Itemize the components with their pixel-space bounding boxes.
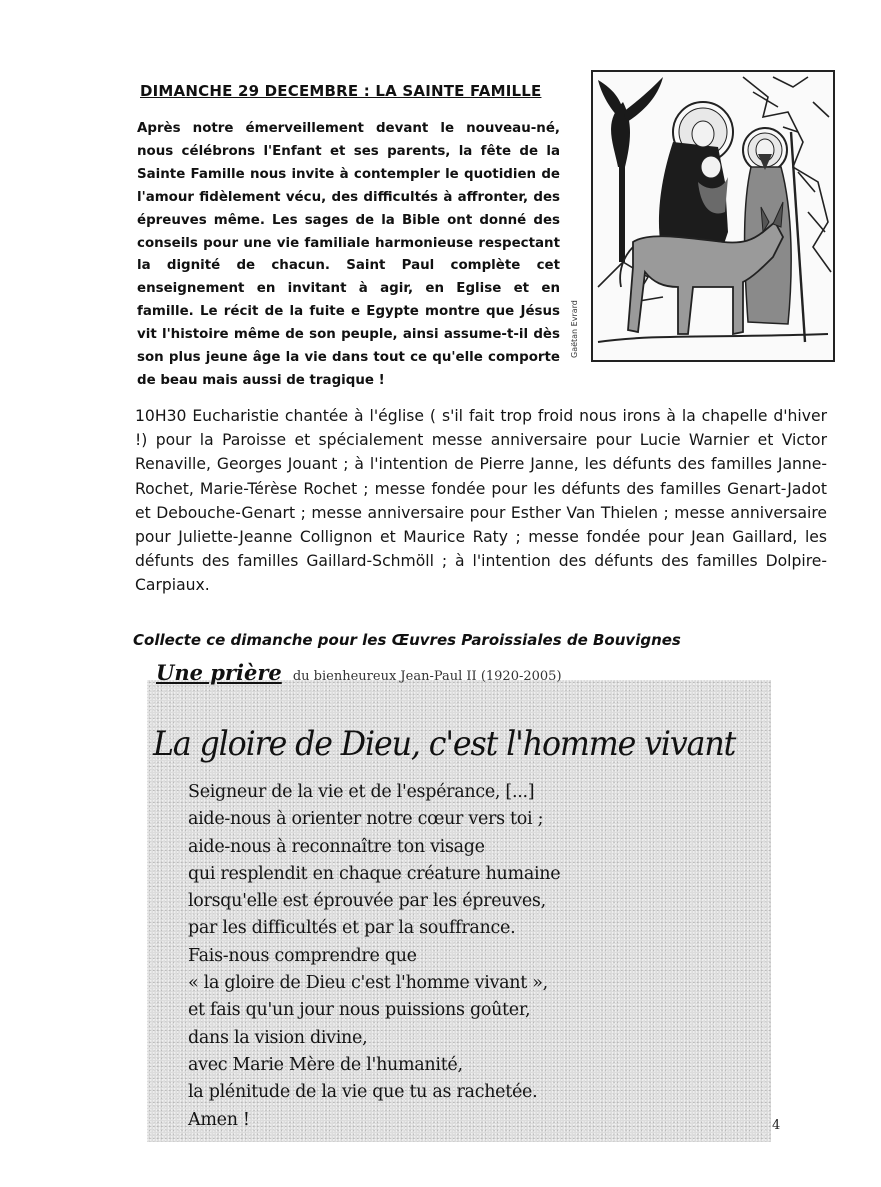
prayer-line: Fais-nous comprendre que <box>188 945 417 966</box>
intro-paragraph: Après notre émerveillement devant le nouveau-né, nous célébrons l'Enfant et ses parents, la fête de la Sainte Famille nous invite à contempler le quotidien de l'amour fidèlement vécu, des difficultés à affronter, des épreuves même. Les sages de la Bible ont donné des conseils pour une vie familiale harmonieuse respectant la dignité de chacun. Saint Paul complète cet enseignement en invitant à agir, en Eglise et en famille. Le récit de la fuite e Egypte montre que Jésus vit l'histoire même de son peuple, ainsi assume-t-il dès son plus jeune âge la vie dans tout ce qu'elle comporte de beau mais aussi de tragique ! <box>137 121 560 388</box>
section-heading: DIMANCHE 29 DECEMBRE : LA SAINTE FAMILLE <box>140 82 542 100</box>
mass-intentions: 10H30 Eucharistie chantée à l'église ( s'il fait trop froid nous irons à la chapelle d'hiver !) pour la Paroisse et spécialement messe anniversaire pour Lucie Warnier et Victor Renaville, Georges Jouant ; à l'intention de Pierre Janne, les défunts des familles Janne-Rochet, Marie-Térèse Rochet ; messe fondée pour les défunts des familles Genart-Jadot et Debouche-Genart ; messe anniversaire pour Esther Van Thielen ; messe anniversaire pour Juliette-Jeanne Collignon et Maurice Raty ; messe fondée pour Jean Gaillard, les défunts des familles Gaillard-Schmöll ; à l'intention des défunts des familles Dolpire-Carpiaux. <box>135 407 827 595</box>
prayer-line: Amen ! <box>188 1109 250 1130</box>
prayer-text <box>188 779 560 1134</box>
icon-credit: Gaëtan Evrard <box>570 300 579 358</box>
prayer-title: La gloire de Dieu, c'est l'homme vivant <box>153 724 736 764</box>
holy-family-icon <box>591 70 835 362</box>
prayer-line: « la gloire de Dieu c'est l'homme vivant », <box>188 973 548 994</box>
prayer-line: avec Marie Mère de l'humanité, <box>188 1054 463 1075</box>
prayer-line: aide-nous à reconnaître ton visage <box>188 836 485 857</box>
prayer-line: Seigneur de la vie et de l'espérance, [...] <box>188 782 535 802</box>
flight-into-egypt-illustration <box>593 72 833 360</box>
prayer-line: lorsqu'elle est éprouvée par les épreuves, <box>188 891 546 912</box>
prayer-line: et fais qu'un jour nous puissions goûter, <box>188 1000 531 1021</box>
page-number: 4 <box>772 1118 781 1133</box>
prayer-line: par les difficultés et par la souffrance. <box>188 918 516 939</box>
prayer-label: Une prière <box>156 660 282 685</box>
collecte-note: Collecte ce dimanche pour les Œuvres Paroissiales de Bouvignes <box>133 631 681 649</box>
prayer-line: la plénitude de la vie que tu as rachetée. <box>188 1082 538 1103</box>
prayer-line: qui resplendit en chaque créature humaine <box>188 863 561 884</box>
prayer-line: dans la vision divine, <box>188 1027 368 1048</box>
prayer-header <box>156 660 562 685</box>
prayer-line: aide-nous à orienter notre cœur vers toi ; <box>188 809 544 830</box>
prayer-source: du bienheureux Jean-Paul II (1920-2005) <box>292 669 562 684</box>
